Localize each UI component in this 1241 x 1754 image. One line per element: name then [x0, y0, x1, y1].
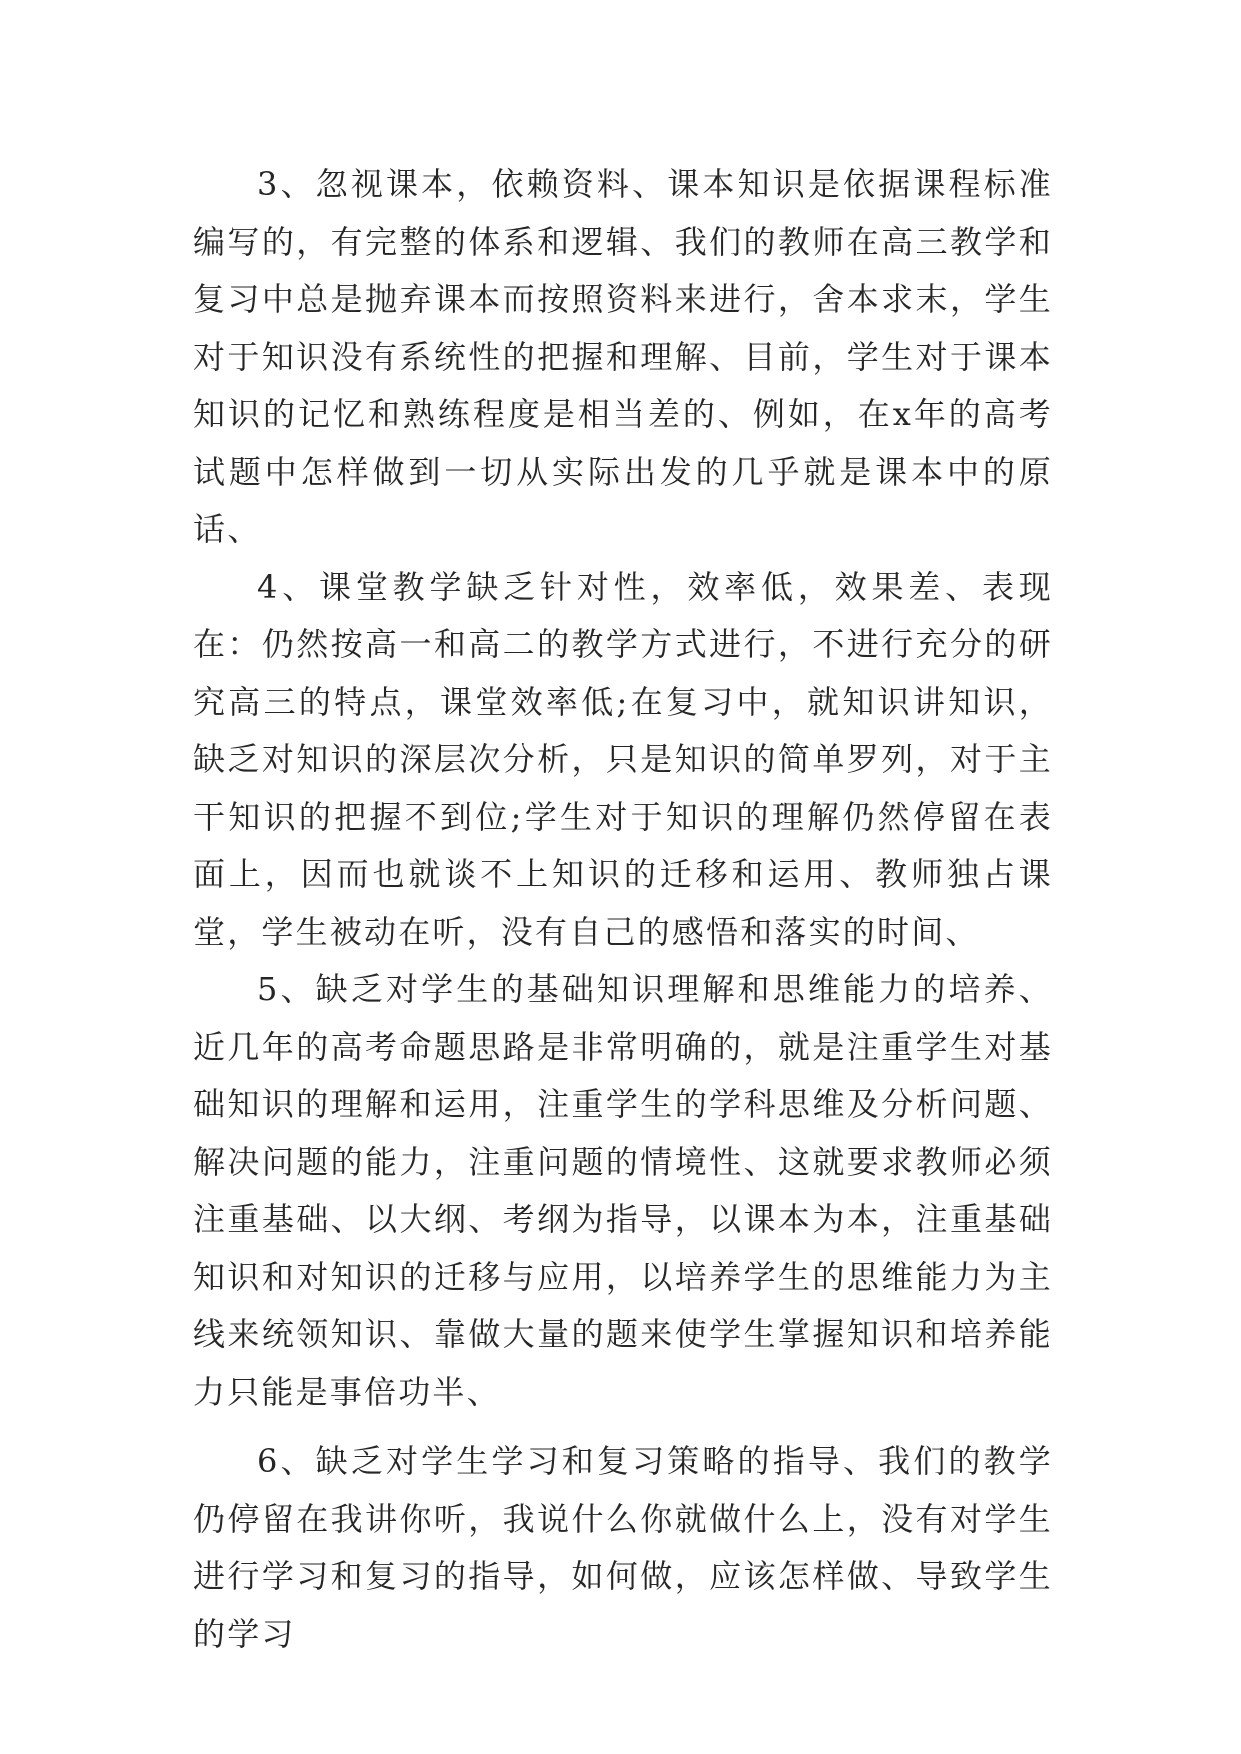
paragraph-3: 3、忽视课本，依赖资料、课本知识是依据课程标准编写的，有完整的体系和逻辑、我们的教师在高三教学和复习中总是抛弃课本而按照资料来进行，舍本求末，学生对于知识没有系统性的把握和理解、目前，学生对于课本知识的记忆和熟练程度是相当差的、例如，在x年的高考试题中怎样做到一切从实际出发的几乎就是课本中的原话、 — [193, 165, 1053, 548]
paragraph-4: 4、课堂教学缺乏针对性，效率低，效果差、表现在：仍然按高一和高二的教学方式进行，不进行充分的研究高三的特点，课堂效率低;在复习中，就知识讲知识，缺乏对知识的深层次分析，只是知识的简单罗列，对于主干知识的把握不到位;学生对于知识的理解仍然停留在表面上，因而也就谈不上知识的迁移和运用、教师独占课堂，学生被动在听，没有自己的感悟和落实的时间、 — [193, 567, 1053, 951]
paragraph-6: 6、缺乏对学生学习和复习策略的指导、我们的教学仍停留在我讲你听，我说什么你就做什么上，没有对学生进行学习和复习的指导，如何做，应该怎样做、导致学生的学习 — [193, 1442, 1053, 1653]
paragraph-5: 5、缺乏对学生的基础知识理解和思维能力的培养、近几年的高考命题思路是非常明确的，就是注重学生对基础知识的理解和运用，注重学生的学科思维及分析问题、解决问题的能力，注重问题的情境性、这就要求教师必须注重基础、以大纲、考纲为指导，以课本为本，注重基础知识和对知识的迁移与应用，以培养学生的思维能力为主线来统领知识、靠做大量的题来使学生掌握知识和培养能力只能是事倍功半、 — [193, 970, 1053, 1411]
body-text — [193, 156, 1053, 1663]
